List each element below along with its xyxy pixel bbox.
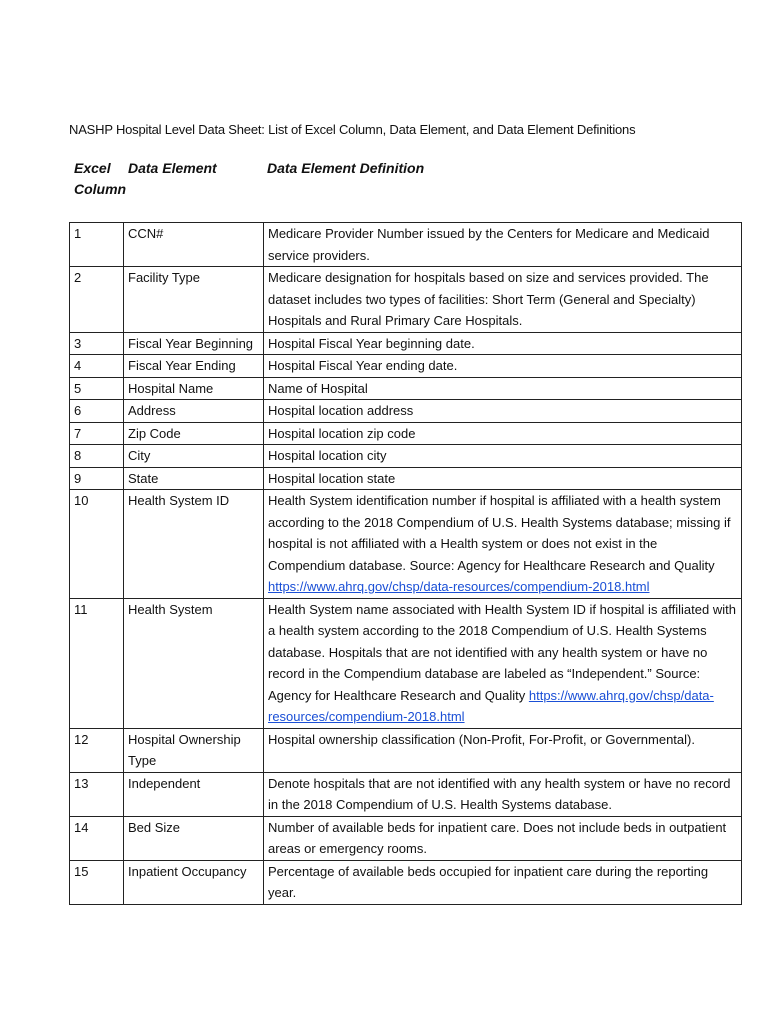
header-data-element: Data Element: [128, 160, 217, 176]
definition-text: Number of available beds for inpatient care. Does not include beds in outpatient areas or emergency rooms.: [268, 819, 727, 856]
row-data-element: Hospital Ownership Type: [124, 728, 264, 772]
row-definition: [264, 223, 742, 267]
row-number: 15: [70, 860, 124, 904]
table-row: [70, 422, 742, 445]
definition-text: Hospital location zip code: [268, 425, 416, 441]
definition-text: Hospital Fiscal Year ending date.: [268, 358, 458, 373]
definition-text: Hospital location state: [268, 470, 396, 486]
row-data-element: Health System: [124, 598, 264, 728]
definition-text: Name of Hospital: [268, 380, 368, 396]
definition-text: Medicare designation for hospitals based on size and services provided. The dataset includes two types of facilities: Short Term (General and Specialty) Hospitals and Rural Primary Care Hospitals.: [268, 270, 709, 328]
definition-text: Hospital Fiscal Year beginning date.: [268, 335, 475, 351]
row-definition: [264, 332, 742, 355]
table-row: [70, 355, 742, 378]
row-number: 1: [70, 223, 124, 267]
table-row: [70, 445, 742, 468]
definition-text: Health System name associated with Health System ID if hospital is affiliated with a health system according to the 2018 Compendium of U.S. Health Systems database. Hospitals that are not identified with any health system or have no record in the Compendium database are labeled as “Independent.” Source: Agency for Healthcare Research and Quality: [268, 601, 736, 703]
table-row: [70, 223, 742, 267]
row-number: 7: [70, 422, 124, 445]
row-data-element: Independent: [124, 772, 264, 816]
row-data-element: Zip Code: [124, 422, 264, 445]
table-row: [70, 377, 742, 400]
row-number: 13: [70, 772, 124, 816]
table-row: [70, 772, 742, 816]
page-title: NASHP Hospital Level Data Sheet: List of Excel Column, Data Element, and Data Element Definitions: [69, 122, 636, 137]
row-definition: [264, 355, 742, 378]
table-row: [70, 598, 742, 728]
table-row: [70, 860, 742, 904]
row-number: 10: [70, 490, 124, 599]
definition-text: Denote hospitals that are not identified with any health system or have no record in the 2018 Compendium of U.S. Health Systems database.: [268, 775, 731, 812]
definition-text: Medicare Provider Number issued by the Centers for Medicare and Medicaid service providers.: [268, 226, 710, 263]
definition-text: Hospital location address: [268, 403, 414, 418]
row-data-element: Fiscal Year Beginning: [124, 332, 264, 355]
row-number: 5: [70, 377, 124, 400]
definition-text: Hospital ownership classification (Non-Profit, For-Profit, or Governmental).: [268, 731, 695, 747]
header-excel-column: Excel Column: [74, 160, 127, 197]
row-number: 3: [70, 332, 124, 355]
table-header: [69, 158, 741, 222]
row-data-element: City: [124, 445, 264, 468]
row-data-element: Fiscal Year Ending: [124, 355, 264, 378]
row-definition: [264, 490, 742, 599]
row-data-element: Bed Size: [124, 816, 264, 860]
definition-text: Health System identification number if hospital is affiliated with a health system according to the 2018 Compendium of U.S. Health Systems database; missing if hospital is not affiliated with a Health system or does not exist in the Compendium database. Source: Agency for Healthcare Research and Quality: [268, 493, 731, 573]
row-number: 11: [70, 598, 124, 728]
table-row: [70, 490, 742, 599]
row-data-element: Health System ID: [124, 490, 264, 599]
row-definition: [264, 400, 742, 423]
data-elements-table: [69, 222, 742, 905]
definition-text: Hospital location city: [268, 448, 387, 463]
row-definition: [264, 816, 742, 860]
row-definition: [264, 422, 742, 445]
table-row: [70, 467, 742, 490]
row-data-element: Inpatient Occupancy: [124, 860, 264, 904]
row-definition: [264, 445, 742, 468]
header-data-element-definition: Data Element Definition: [267, 160, 425, 176]
row-number: 8: [70, 445, 124, 468]
row-data-element: CCN#: [124, 223, 264, 267]
table-row: [70, 728, 742, 772]
row-definition: [264, 860, 742, 904]
row-number: 9: [70, 467, 124, 490]
row-data-element: Address: [124, 400, 264, 423]
table-row: [70, 267, 742, 333]
row-number: 12: [70, 728, 124, 772]
compendium-link[interactable]: https://www.ahrq.gov/chsp/data-resources/compendium-2018.html: [268, 687, 714, 724]
row-number: 4: [70, 355, 124, 378]
row-number: 14: [70, 816, 124, 860]
table-row: [70, 332, 742, 355]
row-definition: [264, 772, 742, 816]
row-data-element: Facility Type: [124, 267, 264, 333]
row-data-element: State: [124, 467, 264, 490]
row-number: 2: [70, 267, 124, 333]
row-data-element: Hospital Name: [124, 377, 264, 400]
row-number: 6: [70, 400, 124, 423]
compendium-link[interactable]: https://www.ahrq.gov/chsp/data-resources/compendium-2018.html: [268, 579, 650, 594]
row-definition: [264, 467, 742, 490]
table-row: [70, 816, 742, 860]
row-definition: [264, 598, 742, 728]
row-definition: [264, 267, 742, 333]
row-definition: [264, 728, 742, 772]
definition-text: Percentage of available beds occupied for inpatient care during the reporting year.: [268, 863, 709, 900]
row-definition: [264, 377, 742, 400]
table-row: [70, 400, 742, 423]
